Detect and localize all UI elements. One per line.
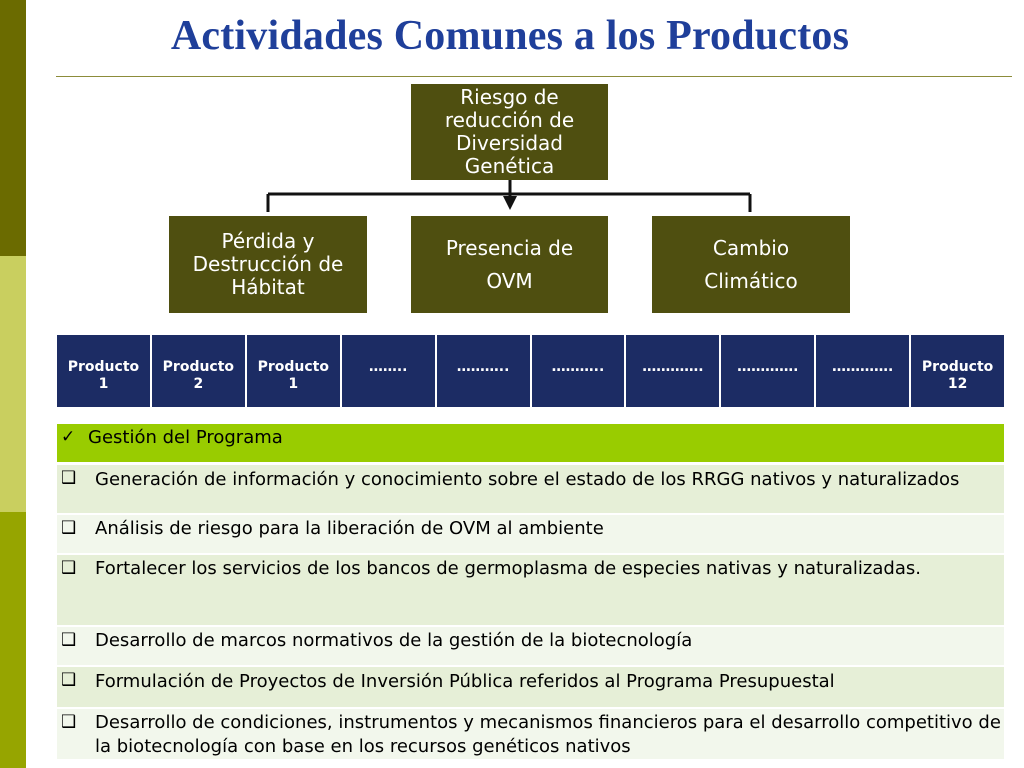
- activity-text: Fortalecer los servicios de los bancos de germoplasma de especies nativas y naturalizadas.: [95, 558, 921, 579]
- activity-text: Análisis de riesgo para la liberación de OVM al ambiente: [95, 518, 604, 539]
- product-cell: ……..: [342, 335, 435, 407]
- side-bar-middle: [0, 256, 26, 512]
- side-bar-top: [0, 0, 26, 256]
- product-cell: ………….: [816, 335, 909, 407]
- title-divider: [56, 76, 1012, 77]
- checkbox-icon: ❑: [61, 712, 77, 732]
- checkbox-icon: ❑: [61, 558, 77, 578]
- product-cell: ………….: [626, 335, 719, 407]
- node-habitat-loss: [169, 216, 367, 313]
- check-icon: ✓: [61, 427, 76, 447]
- node-climate-change: [652, 216, 850, 313]
- product-cell: ………..: [532, 335, 625, 407]
- activity-item: [57, 667, 1004, 707]
- checkbox-icon: ❑: [61, 630, 77, 650]
- activity-text: Desarrollo de marcos normativos de la gestión de la biotecnología: [95, 630, 693, 651]
- activity-item: [57, 555, 1004, 625]
- activities-header: [57, 424, 1004, 462]
- node-label: Pérdida y Destrucción de Hábitat: [192, 229, 344, 299]
- product-cell: Producto 12: [911, 335, 1004, 407]
- activities-list: [57, 424, 1004, 761]
- node-ovm-presence: [411, 216, 608, 313]
- products-row: [57, 335, 1004, 407]
- checkbox-icon: ❑: [61, 670, 77, 690]
- checkbox-icon: ❑: [61, 468, 77, 488]
- product-cell: ………….: [721, 335, 814, 407]
- connector-arrow-up: [503, 196, 517, 210]
- product-cell: Producto 1: [57, 335, 150, 407]
- activities-header-label: Gestión del Programa: [88, 427, 283, 448]
- node-risk-genetic-diversity: [411, 84, 608, 180]
- product-cell: ………..: [437, 335, 530, 407]
- side-bar-bottom: [0, 512, 26, 768]
- activity-item: [57, 627, 1004, 665]
- node-label: Cambio Climático: [704, 235, 798, 293]
- node-label: Presencia de OVM: [445, 235, 574, 293]
- activity-item: [57, 465, 1004, 513]
- activity-text: Desarrollo de condiciones, instrumentos y mecanismos financieros para el desarrollo competitivo de la biotecnología con base en los recursos genéticos nativos: [95, 712, 1001, 757]
- page-title: Actividades Comunes a los Productos: [170, 13, 850, 59]
- activity-text: Generación de información y conocimiento sobre el estado de los RRGG nativos y naturalizados: [95, 469, 960, 490]
- activity-item: [57, 709, 1004, 759]
- node-label: Riesgo de reducción de Diversidad Genética: [444, 85, 575, 178]
- checkbox-icon: ❑: [61, 518, 77, 538]
- product-cell: Producto 2: [152, 335, 245, 407]
- activity-text: Formulación de Proyectos de Inversión Pública referidos al Programa Presupuestal: [95, 671, 835, 692]
- activity-item: [57, 515, 1004, 553]
- product-cell: Producto 1: [247, 335, 340, 407]
